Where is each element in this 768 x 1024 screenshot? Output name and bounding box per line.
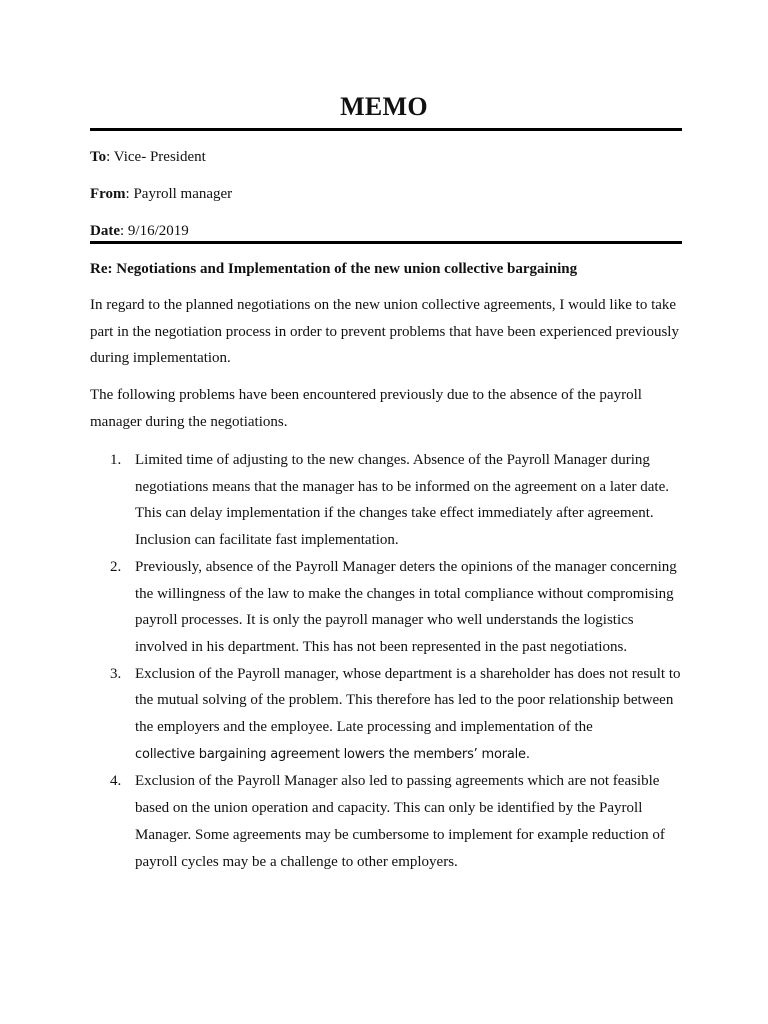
list-item-text: Previously, absence of the Payroll Manager deters the opinions of the manager concerning the willingness of the law to make the changes in total compliance without compromising payroll processes. It is only the payroll manager who well understands the logistics involved in his department. This has not been represented in the past negotiations. — [135, 558, 677, 655]
intro-paragraph: In regard to the planned negotiations on the new union collective agreements, I would like to take part in the negotiation process in order to prevent problems that have been experienced previously during implementation. — [90, 297, 679, 366]
list-item-text-tail: collective bargaining agreement lowers the members’ morale. — [135, 746, 530, 762]
date-line — [90, 222, 189, 240]
list-item — [90, 554, 682, 661]
from-label: From — [90, 186, 126, 202]
memo-title: MEMO — [340, 92, 428, 121]
to-value: : Vice- President — [106, 149, 206, 165]
top-divider — [90, 128, 682, 131]
list-item-number: 1. — [110, 452, 122, 468]
list-item-number: 4. — [110, 773, 122, 790]
problems-intro-paragraph: The following problems have been encountered previously due to the absence of the payroll manager during the negotiations. — [90, 387, 642, 430]
list-item — [90, 661, 682, 769]
list-item-number: 2. — [110, 558, 122, 575]
from-value: : Payroll manager — [125, 186, 233, 202]
list-item — [90, 768, 682, 875]
from-line — [90, 185, 232, 203]
bottom-divider — [90, 241, 682, 244]
list-item-number: 3. — [110, 665, 122, 682]
to-label: To — [90, 149, 107, 165]
list-item-text: Limited time of adjusting to the new changes. Absence of the Payroll Manager during negotiations means that the manager has to be informed on the agreement on a later date. This can delay implementation if the changes take effect immediately after agreement. Inclusion can facilitate fast implementation. — [135, 452, 669, 549]
date-value: : 9/16/2019 — [120, 223, 189, 239]
list-item — [90, 447, 682, 554]
date-label: Date — [90, 223, 120, 239]
subject-line: Re: Negotiations and Implementation of the new union collective bargaining — [90, 261, 578, 277]
to-line — [90, 148, 206, 166]
list-item-text: Exclusion of the Payroll manager, whose department is a shareholder has does not result to the mutual solving of the problem. This therefore has led to the poor relationship between the employers and the employee. Late processing and implementation of the — [135, 665, 681, 736]
problems-list — [90, 447, 682, 875]
list-item-text: Exclusion of the Payroll Manager also led to passing agreements which are not feasible based on the union operation and capacity. This can only be identified by the Payroll Manager. Some agreements may be cumbersome to implement for example reduction of payroll cycles may be a challenge to other employers. — [135, 773, 665, 870]
